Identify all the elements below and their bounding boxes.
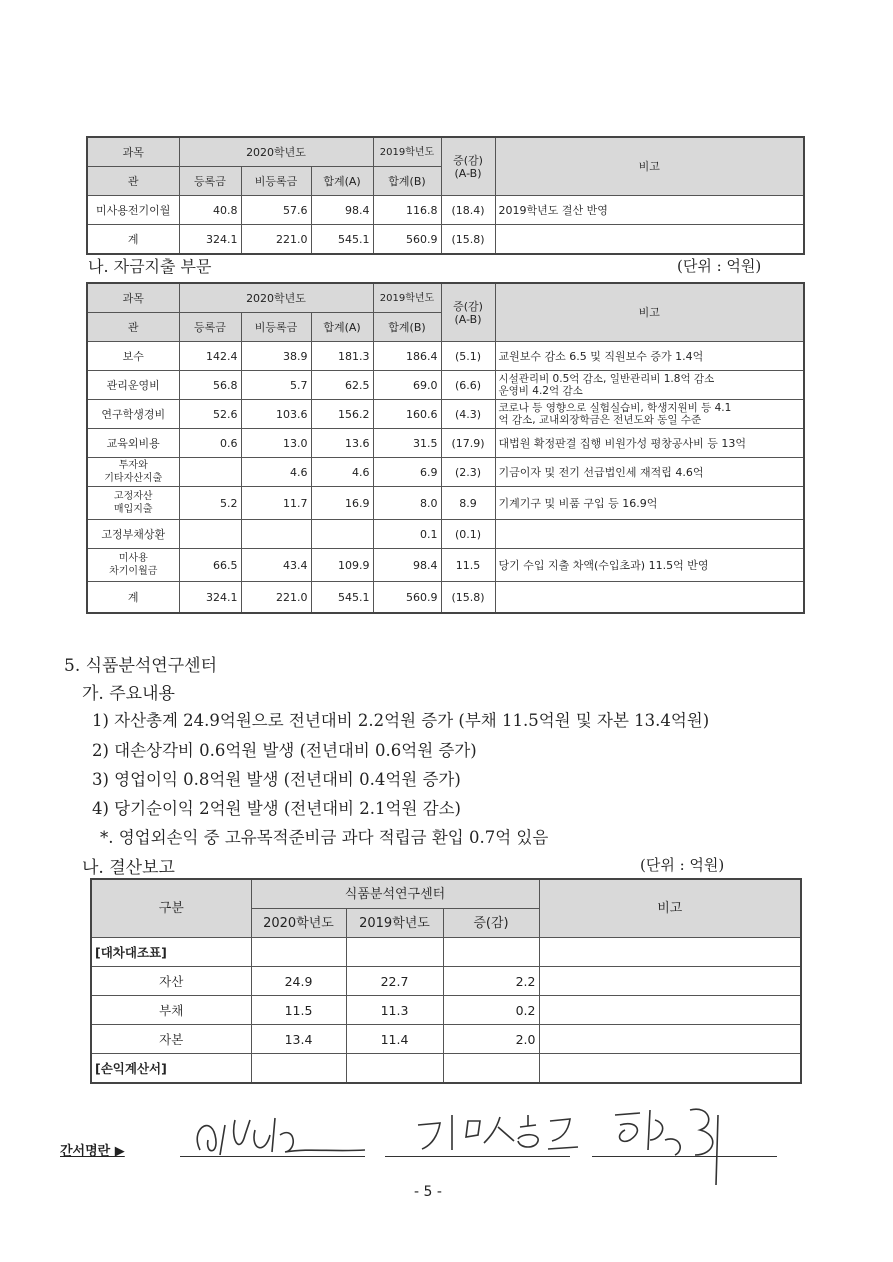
cell-sum-b: 186.4: [373, 342, 441, 371]
table-row: [91, 967, 801, 996]
table-row: [87, 520, 804, 549]
table-row: [87, 458, 804, 487]
header-reg: 등록금: [179, 167, 241, 196]
header-2020: 2020학년도: [179, 137, 373, 167]
table-row: [87, 582, 804, 614]
signer-label: 간서명란 ▶: [60, 1144, 125, 1159]
cell-nonreg: 13.0: [241, 429, 311, 458]
cell-note: 기금이자 및 전기 선급법인세 재적립 4.6억: [495, 458, 804, 487]
cell-sum-b: 98.4: [373, 549, 441, 582]
row-name: 관리운영비: [87, 371, 179, 400]
header-diff-label: 증(감): [453, 299, 483, 313]
header-note: 비고: [495, 283, 804, 342]
cell-diff: [443, 1054, 539, 1084]
page-number: - 5 -: [414, 1184, 442, 1200]
cell-reg: 66.5: [179, 549, 241, 582]
table-row: [87, 549, 804, 582]
cell-note: [539, 1025, 801, 1054]
header-sum-a: 합계(A): [311, 313, 373, 342]
summary-item-2: 2) 대손상각비 0.6억원 발생 (전년대비 0.6억원 증가): [92, 741, 477, 760]
cell-diff: (6.6): [441, 371, 495, 400]
header-category: 구분: [91, 879, 251, 938]
cell-2020: [251, 1054, 346, 1084]
section5-ga: 가. 주요내용: [82, 684, 175, 704]
cell-sum-a: 109.9: [311, 549, 373, 582]
table-row: [87, 371, 804, 400]
cell-diff: (15.8): [441, 582, 495, 614]
cell-nonreg: 221.0: [241, 225, 311, 255]
cell-sum-b: 6.9: [373, 458, 441, 487]
cell-2019: 11.4: [346, 1025, 443, 1054]
summary-item-1: 1) 자산총계 24.9억원으로 전년대비 2.2억원 증가 (부채 11.5억원 및 자본 13.4억원): [92, 711, 710, 730]
cell-diff: [443, 938, 539, 967]
header-2020: 2020학년도: [179, 283, 373, 313]
signature-line-3: [592, 1156, 777, 1157]
header-nonreg: 비등록금: [241, 313, 311, 342]
table-row: [91, 1054, 801, 1084]
header-sum-a: 합계(A): [311, 167, 373, 196]
signature-line-2: [385, 1156, 570, 1157]
cell-note: [495, 520, 804, 549]
cell-sum-a: 156.2: [311, 400, 373, 429]
header-diff: 증(감): [443, 909, 539, 938]
cell-sum-b: 31.5: [373, 429, 441, 458]
header-subject: 과목: [87, 137, 179, 167]
cell-note: 2019학년도 결산 반영: [495, 196, 804, 225]
header-sub: 관: [87, 167, 179, 196]
signature-3: [590, 1095, 750, 1190]
settlement-table: [90, 878, 802, 1084]
table-row: [87, 225, 804, 255]
header-2019: 2019학년도: [346, 909, 443, 938]
cell-diff: (5.1): [441, 342, 495, 371]
cell-nonreg: 4.6: [241, 458, 311, 487]
cell-sum-a: 545.1: [311, 582, 373, 614]
cell-sum-b: 8.0: [373, 487, 441, 520]
cell-sum-b: 116.8: [373, 196, 441, 225]
row-name: 보수: [87, 342, 179, 371]
cell-note: [539, 967, 801, 996]
cell-2019: [346, 1054, 443, 1084]
cell-sum-a: 181.3: [311, 342, 373, 371]
table-row: [91, 1025, 801, 1054]
section-na-unit: (단위 : 억원): [677, 257, 762, 275]
row-name: 부채: [91, 996, 251, 1025]
header-2019: 2019학년도: [373, 283, 441, 313]
row-name: 투자와 기타자산지출: [87, 458, 179, 487]
cell-sum-a: 16.9: [311, 487, 373, 520]
cell-nonreg: 5.7: [241, 371, 311, 400]
row-name: 자본: [91, 1025, 251, 1054]
section5-title: 5. 식품분석연구센터: [64, 656, 217, 676]
cell-2019: [346, 938, 443, 967]
header-reg: 등록금: [179, 313, 241, 342]
cell-reg: 324.1: [179, 225, 241, 255]
table-row: [91, 938, 801, 967]
summary-item-4: 4) 당기순이익 2억원 발생 (전년대비 2.1억원 감소): [92, 799, 461, 818]
cell-reg: 142.4: [179, 342, 241, 371]
cell-nonreg: [241, 520, 311, 549]
cell-reg: 324.1: [179, 582, 241, 614]
summary-item-3: 3) 영업이익 0.8억원 발생 (전년대비 0.4억원 증가): [92, 770, 461, 789]
cell-reg: 52.6: [179, 400, 241, 429]
signature-1: [180, 1100, 380, 1170]
row-name: 고정부채상환: [87, 520, 179, 549]
header-sub: 관: [87, 313, 179, 342]
header-diff-formula: (A-B): [454, 312, 482, 326]
header-center: 식품분석연구센터: [251, 879, 539, 909]
cell-note: 시설관리비 0.5억 감소, 일반관리비 1.8억 감소 운영비 4.2억 감소: [495, 371, 804, 400]
section5-na: 나. 결산보고: [82, 858, 175, 878]
table-row: [87, 342, 804, 371]
cell-diff: (0.1): [441, 520, 495, 549]
cell-reg: [179, 458, 241, 487]
header-2019: 2019학년도: [373, 137, 441, 167]
row-name: 계: [87, 582, 179, 614]
cell-2020: 11.5: [251, 996, 346, 1025]
cell-note: [539, 938, 801, 967]
cell-sum-a: 13.6: [311, 429, 373, 458]
cell-diff: 8.9: [441, 487, 495, 520]
cell-2019: 22.7: [346, 967, 443, 996]
cell-diff: 2.0: [443, 1025, 539, 1054]
cell-diff: (18.4): [441, 196, 495, 225]
section5-unit: (단위 : 억원): [640, 856, 725, 874]
row-name: 미사용전기이월: [87, 196, 179, 225]
cell-sum-b: 69.0: [373, 371, 441, 400]
cell-2019: 11.3: [346, 996, 443, 1025]
cell-diff: (2.3): [441, 458, 495, 487]
header-note: 비고: [495, 137, 804, 196]
row-name: 자산: [91, 967, 251, 996]
cell-diff: 2.2: [443, 967, 539, 996]
cell-nonreg: 43.4: [241, 549, 311, 582]
header-diff: [441, 283, 495, 342]
cell-nonreg: 103.6: [241, 400, 311, 429]
header-sum-b: 합계(B): [373, 313, 441, 342]
row-name: [손익계산서]: [91, 1054, 251, 1084]
row-name: [대차대조표]: [91, 938, 251, 967]
row-name: 계: [87, 225, 179, 255]
cell-note: [539, 1054, 801, 1084]
table-row: [87, 487, 804, 520]
header-subject: 과목: [87, 283, 179, 313]
row-name: 연구학생경비: [87, 400, 179, 429]
cell-sum-b: 560.9: [373, 225, 441, 255]
cell-reg: 0.6: [179, 429, 241, 458]
cell-note: 기계기구 및 비품 구입 등 16.9억: [495, 487, 804, 520]
header-nonreg: 비등록금: [241, 167, 311, 196]
cell-2020: 24.9: [251, 967, 346, 996]
carryover-table: [86, 136, 805, 255]
header-diff: [441, 137, 495, 196]
table-row: [87, 196, 804, 225]
cell-reg: [179, 520, 241, 549]
cell-sum-a: 4.6: [311, 458, 373, 487]
cell-note: [495, 582, 804, 614]
cell-sum-b: 160.6: [373, 400, 441, 429]
header-sum-b: 합계(B): [373, 167, 441, 196]
row-name: 교육외비용: [87, 429, 179, 458]
header-diff-formula: (A-B): [454, 166, 482, 180]
cell-reg: 40.8: [179, 196, 241, 225]
cell-2020: [251, 938, 346, 967]
cell-note: [539, 996, 801, 1025]
cell-diff: (17.9): [441, 429, 495, 458]
cell-reg: 56.8: [179, 371, 241, 400]
cell-note: 교원보수 감소 6.5 및 직원보수 증가 1.4억: [495, 342, 804, 371]
cell-sum-a: 98.4: [311, 196, 373, 225]
table-row: [87, 400, 804, 429]
signature-line-1: [180, 1156, 365, 1157]
table-row: [87, 429, 804, 458]
row-name: 고정자산 매입지출: [87, 487, 179, 520]
cell-note: 대법원 확정판결 집행 비원가성 평창공사비 등 13억: [495, 429, 804, 458]
cell-reg: 5.2: [179, 487, 241, 520]
expenditure-table: [86, 282, 805, 614]
cell-sum-a: [311, 520, 373, 549]
cell-nonreg: 11.7: [241, 487, 311, 520]
cell-diff: (4.3): [441, 400, 495, 429]
cell-nonreg: 38.9: [241, 342, 311, 371]
section-na-title: 나. 자금지출 부문: [88, 257, 212, 276]
table-row: [91, 996, 801, 1025]
cell-diff: (15.8): [441, 225, 495, 255]
cell-sum-a: 545.1: [311, 225, 373, 255]
cell-note: [495, 225, 804, 255]
cell-diff: 11.5: [441, 549, 495, 582]
cell-note: 코로나 등 영향으로 실험실습비, 학생지원비 등 4.1 억 감소, 교내외장학금은 전년도와 동일 수준: [495, 400, 804, 429]
cell-diff: 0.2: [443, 996, 539, 1025]
header-2020: 2020학년도: [251, 909, 346, 938]
cell-nonreg: 221.0: [241, 582, 311, 614]
cell-sum-a: 62.5: [311, 371, 373, 400]
cell-note: 당기 수입 지출 차액(수입초과) 11.5억 반영: [495, 549, 804, 582]
summary-note: *. 영업외손익 중 고유목적준비금 과다 적립금 환입 0.7억 있음: [100, 828, 549, 847]
header-note: 비고: [539, 879, 801, 938]
cell-nonreg: 57.6: [241, 196, 311, 225]
row-name: 미사용 차기이월금: [87, 549, 179, 582]
cell-sum-b: 0.1: [373, 520, 441, 549]
cell-sum-b: 560.9: [373, 582, 441, 614]
header-diff-label: 증(감): [453, 153, 483, 167]
cell-2020: 13.4: [251, 1025, 346, 1054]
